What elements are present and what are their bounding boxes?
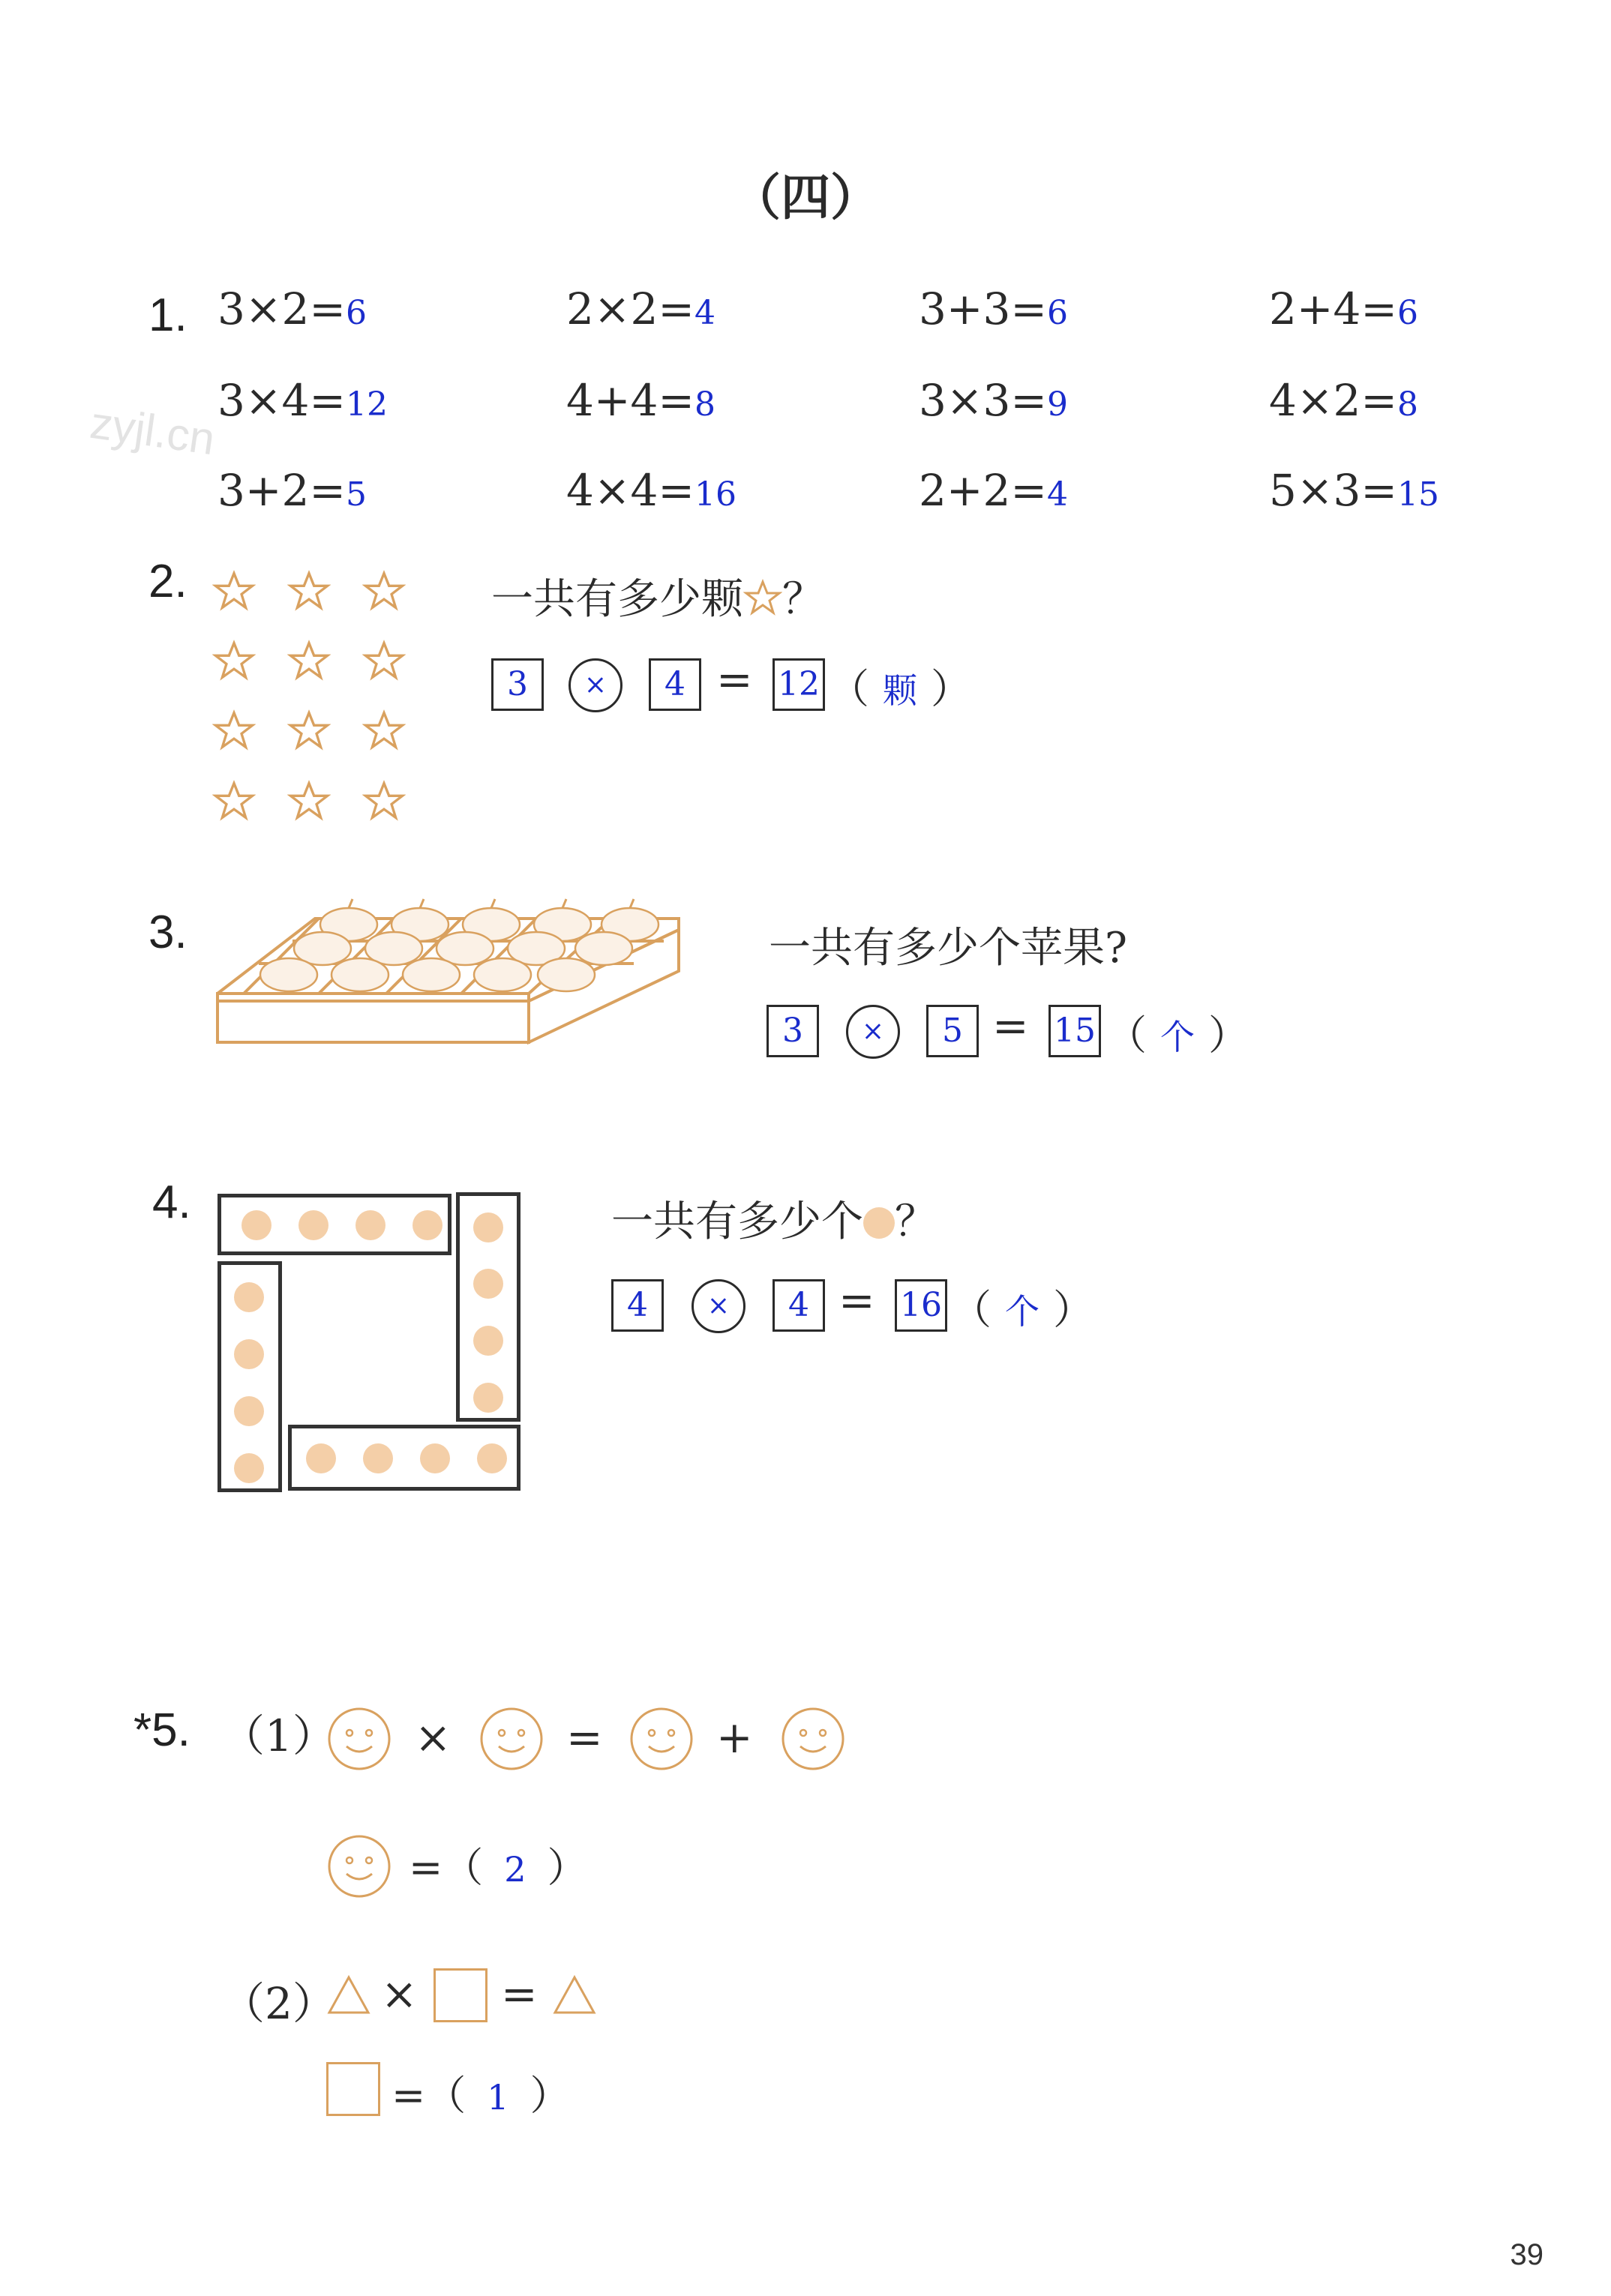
dot [298,1210,328,1240]
q5-part1-times: × [415,1712,452,1763]
q4-box-a: 4 [611,1279,664,1332]
q1-expression: 3+3= [919,283,1047,334]
q1-answer: 16 [694,475,736,514]
q3-box-a: 3 [766,1005,819,1057]
star-icon [212,709,256,751]
q1-number: 1. [148,289,188,341]
q5-part1-answer-close: ） [547,1844,588,1891]
q5-part1-plus: + [716,1712,753,1763]
q3-unit-close: ） [1208,1012,1249,1059]
q4-prompt [611,1188,937,1248]
q1-equation [919,283,1068,334]
q2-equals: = [716,654,753,705]
q1-equation [218,283,367,334]
q5-part1-answer-eq: =（ [409,1844,484,1891]
q1-expression: 4×4= [566,465,694,516]
q5-part2-answer-line [392,2064,571,2121]
q2-operator-circle: × [568,658,622,712]
q2-box-result: 12 [772,658,825,711]
q2-number: 2. [148,556,188,607]
q4-box-b: 4 [772,1279,825,1332]
q1-expression: 3×4= [218,375,346,426]
square-icon [326,2062,380,2116]
square-icon [434,1968,488,2022]
star-icon [287,709,331,751]
q5-part2-answer: 1 [487,2077,509,2118]
star-icon [212,640,256,682]
smiley-icon [478,1706,544,1772]
q5-part1-answer: 2 [504,1849,526,1890]
q2-unit [829,657,971,715]
star-icon [743,579,782,616]
q1-equation [919,465,1068,516]
star-icon [212,570,256,612]
dot [363,1443,393,1473]
q3-equals: = [992,1000,1029,1051]
q1-equation [919,375,1068,426]
smiley-icon [326,1706,392,1772]
dot [477,1443,507,1473]
q5-part2-answer-close: ） [530,2072,571,2119]
smiley-icon [326,1833,392,1899]
q1-equation [1269,465,1439,516]
q2-prompt-text: 一共有多少颗 [491,575,743,624]
q3-number: 3. [148,907,188,958]
triangle-icon [552,1974,597,2016]
q1-expression: 3+2= [218,465,346,516]
q3-box-result: 15 [1048,1005,1101,1057]
q2-box-b: 4 [649,658,701,711]
star-icon [287,640,331,682]
star-icon [362,640,406,682]
q3-operator-circle: × [846,1005,900,1059]
q3-prompt: 一共有多少个苹果? [769,924,1128,973]
page-number: 39 [1510,2238,1544,2271]
star-icon [362,570,406,612]
q4-equals: = [838,1275,875,1326]
dot [473,1269,503,1299]
q3-unit-open: （ [1106,1012,1147,1059]
q2-prompt [491,566,824,626]
q1-answer: 4 [1047,475,1068,514]
q1-equation [218,375,388,426]
q2-box-a: 3 [491,658,544,711]
q1-answer: 6 [1047,294,1068,332]
q4-operator-circle: × [692,1279,746,1333]
q4-prompt-mark: ？ [895,1197,937,1246]
watermark: zyjl.cn [87,397,218,465]
q1-answer: 5 [346,475,367,514]
dot [420,1443,450,1473]
q4-unit [951,1278,1094,1335]
q1-answer: 6 [346,294,367,332]
q4-unit-open: （ [951,1286,992,1333]
q1-expression: 4+4= [566,375,694,426]
q4-prompt-text: 一共有多少个 [611,1197,863,1246]
q1-expression: 5×3= [1269,465,1397,516]
q4-box-result: 16 [895,1279,947,1332]
dot [234,1282,264,1312]
q5-part1-label: （1） [221,1710,336,1761]
apple-tray-illustration [214,896,694,1054]
triangle-icon [326,1974,371,2016]
q5-part1-answer-line [409,1836,588,1893]
q5-part2-answer-eq: =（ [392,2072,466,2119]
q5-part2-times: × [381,1968,418,2019]
q1-expression: 3×2= [218,283,346,334]
dot [473,1212,503,1242]
q1-answer: 9 [1047,385,1068,424]
q5-part2-label: （2） [221,1978,336,2029]
star-icon [362,709,406,751]
star-icon [287,780,331,822]
dot [242,1210,272,1240]
dot [234,1453,264,1483]
star-icon [212,780,256,822]
q1-answer: 8 [1397,385,1418,424]
q5-part2-equals: = [501,1968,538,2019]
page-title: （四） [731,169,880,226]
q1-answer: 6 [1397,294,1418,332]
dot [306,1443,336,1473]
q1-equation [566,465,736,516]
dot-icon [863,1207,895,1239]
q1-equation [566,375,716,426]
q1-answer: 15 [1397,475,1439,514]
q1-answer: 4 [694,294,716,332]
q3-box-b: 5 [926,1005,979,1057]
dot [473,1326,503,1356]
q1-answer: 12 [346,385,388,424]
q1-answer: 8 [694,385,716,424]
q1-expression: 2×2= [566,283,694,334]
smiley-icon [780,1706,846,1772]
q3-unit-answer: 个 [1160,1017,1195,1057]
q5-part1-equals: = [566,1712,603,1763]
q1-equation [566,283,716,334]
dot [356,1210,386,1240]
q4-number: 4. [152,1176,191,1228]
dot [234,1339,264,1369]
q2-unit-close: ） [931,665,971,712]
q1-expression: 2+4= [1269,283,1397,334]
q1-equation [1269,375,1418,426]
q3-unit [1106,1003,1249,1061]
q1-expression: 4×2= [1269,375,1397,426]
q4-unit-answer: 个 [1005,1291,1040,1332]
q2-unit-open: （ [829,665,869,712]
dot [412,1210,442,1240]
q4-unit-close: ） [1053,1286,1094,1333]
q1-expression: 3×3= [919,375,1047,426]
dot [234,1396,264,1426]
q2-unit-answer: 颗 [883,670,917,711]
q1-expression: 2+2= [919,465,1047,516]
star-icon [287,570,331,612]
dot [473,1383,503,1413]
q1-equation [1269,283,1418,334]
q1-equation [218,465,367,516]
q5-number: *5. [134,1704,190,1756]
smiley-icon [628,1706,694,1772]
star-icon [362,780,406,822]
q2-prompt-mark: ？ [782,575,824,624]
